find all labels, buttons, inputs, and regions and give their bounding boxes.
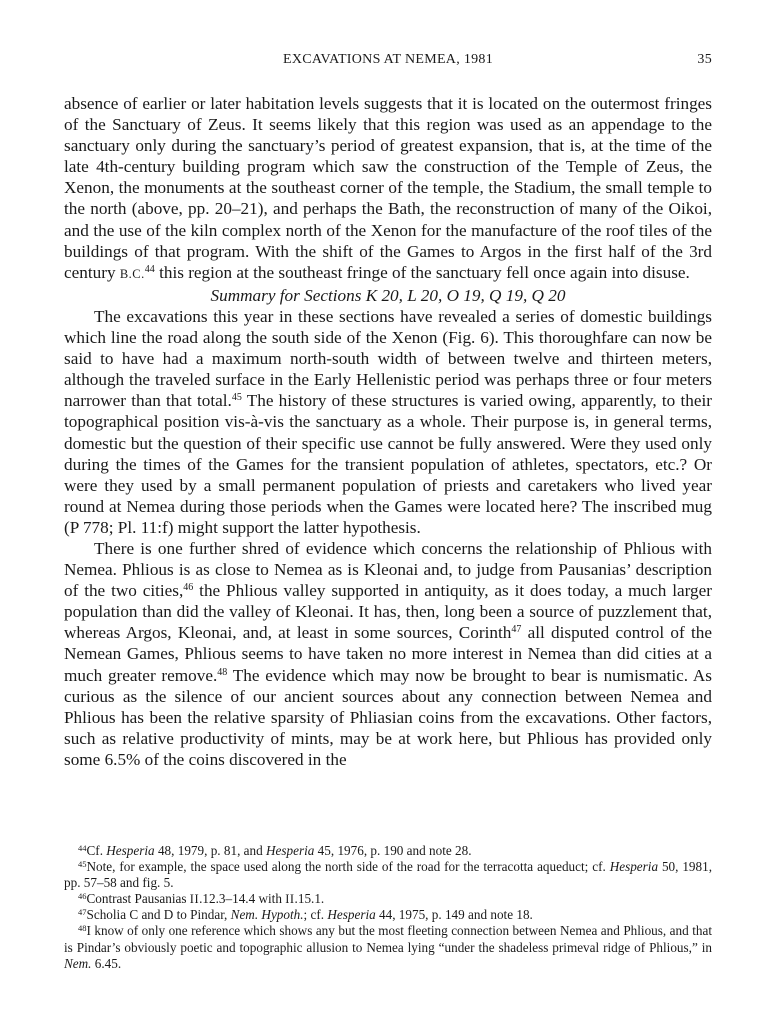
footnote-44: $^{44}$Cf. Hesperia 48, 1979, p. 81, and Hesperia 45, 1976, p. 190 and note 28.	[78, 843, 472, 858]
footnote-ref-46: 46	[183, 582, 194, 594]
paragraph-3: There is one further shred of evidence which concerns the relationship of Phlious with Nemea. Phlious is as close to Nemea as is Kleonai and, to judge from Pausanias’ description of the two cities,$^{46}$ the Phlious valley supported in antiquity, as it does today, a much larger population than did the valley of Kleonai. It has, then, long been a source of puzzlement that, whereas Argos, Kleonai, and, at least in some sources, Corinth$^{47}$ all disputed control of the Nemean Games, Phlious seems to have taken no more interest in Nemea than did cities at a much greater remove.$^{48}$ The evidence which may now be brought to bear is numismatic. As curious as the silence of our ancient sources about any connection between Nemea and Phlious has been the relative sparsity of Phliasian coins from the excavations. Other factors, such as relative productivity of mints, may be at work here, but Phlious has provided only some 6.5% of the coins discovered in the	[64, 538, 712, 769]
footnote-46: $^{46}$Contrast Pausanias II.12.3–14.4 with II.15.1.	[78, 891, 325, 907]
footnote-ref-48: 48	[217, 666, 228, 678]
footnotes	[64, 843, 712, 972]
paragraph-1: absence of earlier or later habitation levels suggests that it is located on the outermost fringes of the Sanctuary of Zeus. It seems likely that this region was used as an appendage to the sanctuary only during the sanctuary’s period of greatest expansion, that is, at the time of the late 4th-century building program which saw the construction of the Temple of Zeus, the Xenon, the monuments at the southeast corner of the temple, the Stadium, the small temple to the north (above, pp. 20–21), and perhaps the Bath, the reconstruction of many of the Oikoi, and the use of the kiln complex north of the Xenon for the manufacture of the roof tiles of the buildings of that program. With the shift of the Games to Argos in the first half of the 3rd century B.C.$^{44}$ this region at the southeast fringe of the sanctuary fell once again into disuse.	[64, 94, 712, 282]
main-text	[64, 93, 712, 770]
footnote-ref-45: 45	[231, 392, 242, 404]
footnote-47: $^{47}$Scholia C and D to Pindar, Nem. Hypoth.; cf. Hesperia 44, 1975, p. 149 and note 18.	[78, 907, 533, 923]
paragraph-2: The excavations this year in these sections have revealed a series of domestic buildings which line the road along the south side of the Xenon (Fig. 6). This thoroughfare can now be said to have had a maximum north-south width of between twelve and thirteen meters, although the traveled surface in the Early Hellenistic period was perhaps three or four meters narrower than that total.$^{45}$ The history of these structures is varied owing, apparently, to their topographical position vis-à-vis the sanctuary as a whole. Their purpose is, in general terms, domestic but the question of their specific use cannot be fully answered. Were they used only during the times of the Games for the transient population of athletes, spectators, etc.? Or were they used by a small permanent population of priests and caretakers who lived year round at Nemea during those periods when the Games were located here? The inscribed mug (P 778; Pl. 11:f) might support the latter hypothesis.	[64, 306, 712, 537]
running-title: EXCAVATIONS AT NEMEA, 1981	[282, 52, 494, 67]
footnote-45: $^{45}$Note, for example, the space used along the north side of the road for the terracotta aqueduct; cf. Hesperia 50, 1981, pp. 57–58 and fig. 5.	[64, 859, 713, 891]
footnote-ref-44: 44	[144, 263, 155, 275]
running-header	[64, 52, 712, 72]
page-number: 35	[697, 52, 712, 67]
bc-abbreviation: B.C.	[119, 266, 145, 281]
footnote-ref-47: 47	[511, 624, 522, 636]
footnote-48: $^{48}$I know of only one reference which shows any but the most fleeting connection between Nemea and Phlious, and that is Pindar’s obviously poetic and topographic allusion to Nemea lying “under the shadeless primeval ridge of Phlious,” in Nem. 6.45.	[64, 923, 712, 971]
section-heading: Summary for Sections K 20, L 20, O 19, Q 19, Q 20	[210, 285, 566, 305]
